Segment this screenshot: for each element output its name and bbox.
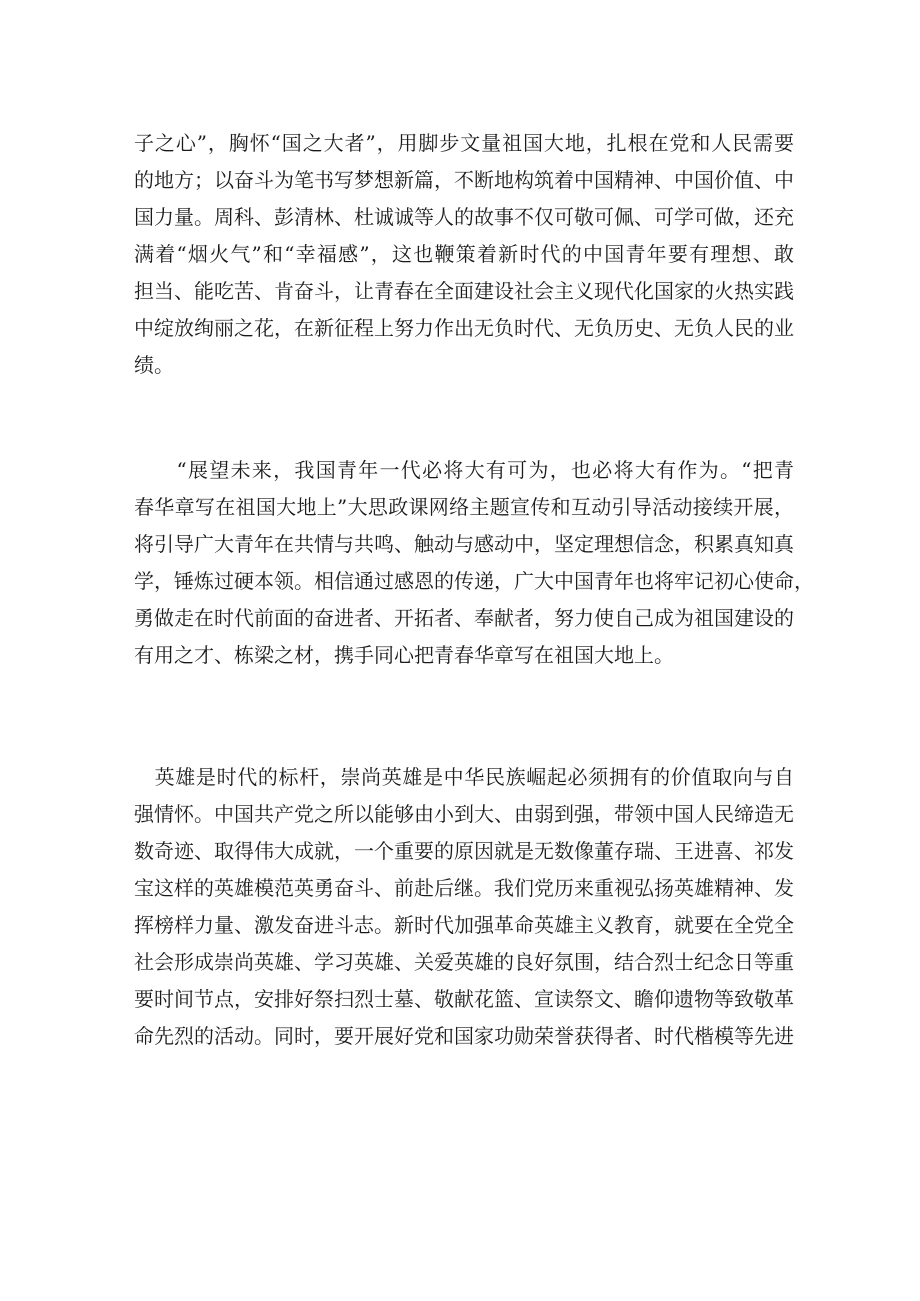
- text-line: 子之心”，胸怀“国之大者”，用脚步文量祖国大地，扎根在党和人民需要: [134, 131, 794, 155]
- text-line: 中绽放绚丽之花，在新征程上努力作出无负时代、无负历史、无负人民的业: [134, 316, 794, 340]
- text-line: 命先烈的活动。同时，要开展好党和国家功勋荣誉获得者、时代楷模等先进: [134, 1024, 794, 1048]
- text-line: “展望未来，我国青年一代必将大有可为，也必将大有作为。“把青: [134, 458, 794, 482]
- paragraph-3: [134, 759, 794, 1055]
- text-line: 数奇迹、取得伟大成就，一个重要的原因就是无数像董存瑞、王进喜、祁发: [134, 839, 794, 863]
- text-line: 国力量。周科、彭清林、杜诚诚等人的故事不仅可敬可佩、可学可做，还充: [134, 205, 794, 229]
- paragraph-1: [134, 125, 794, 384]
- text-line: 英雄是时代的标杆，崇尚英雄是中华民族崛起必须拥有的价值取向与自: [134, 765, 794, 789]
- text-line: 宝这样的英雄模范英勇奋斗、前赴后继。我们党历来重视弘扬英雄精神、发: [134, 876, 794, 900]
- text-line: 勇做走在时代前面的奋进者、开拓者、奉献者，努力使自己成为祖国建设的: [134, 606, 794, 630]
- text-line: 的地方；以奋斗为笔书写梦想新篇，不断地构筑着中国精神、中国价值、中: [134, 168, 794, 192]
- text-line: 挥榜样力量、激发奋进斗志。新时代加强革命英雄主义教育，就要在全党全: [134, 913, 794, 937]
- paragraph-2: [134, 452, 814, 674]
- text-line: 绩。: [134, 353, 174, 377]
- text-line: 学，锤炼过硬本领。相信通过感恩的传递，广大中国青年也将牢记初心使命，: [134, 569, 814, 593]
- text-line: 满着“烟火气”和“幸福感”，这也鞭策着新时代的中国青年要有理想、敢: [134, 242, 794, 266]
- text-line: 春华章写在祖国大地上”大思政课网络主题宣传和互动引导活动接续开展，: [134, 495, 794, 519]
- text-line: 要时间节点，安排好祭扫烈士墓、敬献花篮、宣读祭文、瞻仰遗物等致敬革: [134, 987, 794, 1011]
- text-line: 有用之才、栋梁之材，携手同心把青春华章写在祖国大地上。: [134, 643, 674, 667]
- text-line: 强情怀。中国共产党之所以能够由小到大、由弱到强，带领中国人民缔造无: [134, 802, 794, 826]
- text-line: 担当、能吃苦、肯奋斗，让青春在全面建设社会主义现代化国家的火热实践: [134, 279, 794, 303]
- text-line: 社会形成崇尚英雄、学习英雄、关爱英雄的良好氛围，结合烈士纪念日等重: [134, 950, 794, 974]
- text-line: 将引导广大青年在共情与共鸣、触动与感动中，坚定理想信念，积累真知真: [134, 532, 794, 556]
